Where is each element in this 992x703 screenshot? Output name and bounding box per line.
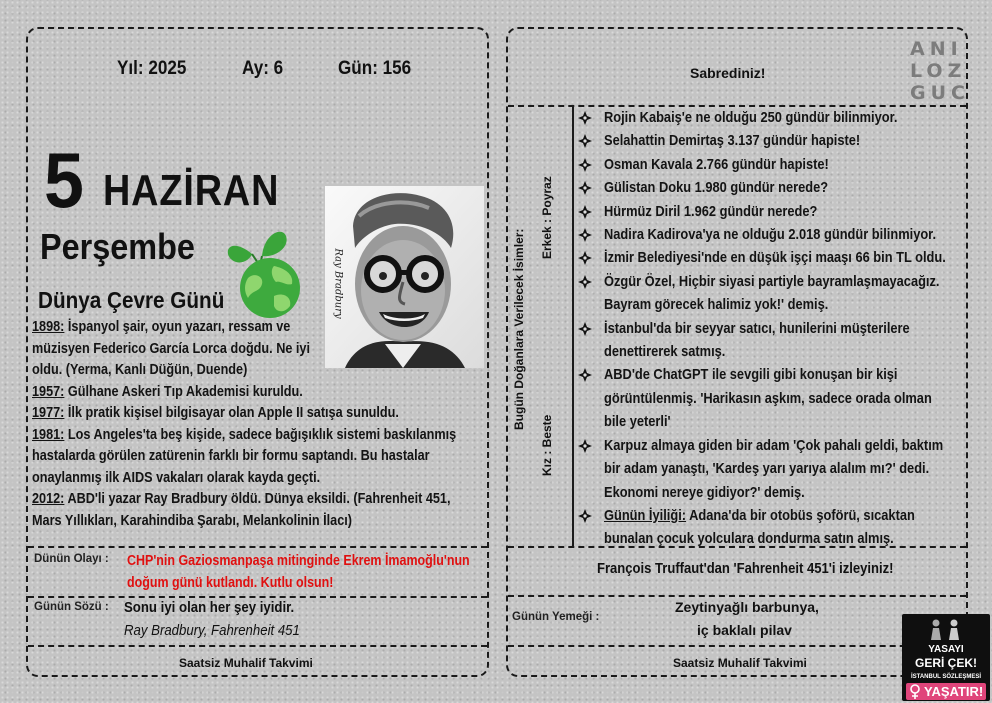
right-footer: Saatsiz Muhalif Takvimi — [673, 656, 807, 670]
news-item: Osman Kavala 2.766 gündür hapiste! — [574, 154, 966, 177]
diamond-bullet-icon — [578, 134, 592, 148]
news-item: Rojin Kabaiş'e ne olduğu 250 gündür bilinmiyor. — [574, 107, 966, 130]
left-footer: Saatsiz Muhalif Takvimi — [179, 656, 313, 670]
weekday: Perşembe — [40, 226, 195, 267]
diamond-bullet-icon — [578, 275, 592, 289]
news-item: İstanbul'da bir seyyar satıcı, hunilerini müşterilere denettirerek satmış. — [574, 318, 966, 365]
event-2012-line-1: 2012: ABD'li yazar Ray Bradbury öldü. Dünya eksildi. (Fahrenheit 451, — [32, 491, 451, 507]
diamond-bullet-icon — [578, 509, 592, 523]
film-recommendation: François Truffaut'dan 'Fahrenheit 451'i izleyiniz! — [597, 561, 894, 577]
history-events — [32, 317, 484, 532]
news-item: Özgür Özel, Hiçbir siyasi partiyle bayramlaşmayacağız. Bayram görecek halimiz yok!' demiş. — [574, 271, 966, 318]
venus-symbol-icon — [909, 684, 921, 699]
meal-line-2: iç baklalı pilav — [697, 622, 792, 638]
quote-author: Ray Bradbury, Fahrenheit 451 — [124, 622, 300, 639]
event-of-day-line-1: CHP'nin Gaziosmanpaşa mitinginde Ekrem İmamoğlu'nun — [127, 553, 470, 569]
girl-name: Kız : Beste — [540, 414, 554, 476]
banner-line-3: İSTANBUL SÖZLEŞMESİ — [910, 674, 982, 680]
silhouettes-icon — [926, 618, 966, 640]
news-item: Nadira Kadirova'ya ne olduğu 2.018 gündür bilinmiyor. — [574, 224, 966, 247]
event-2012-line-2: Mars Yıllıkları, Karahindiba Şarabı, Melankolinin İlacı) — [32, 512, 352, 529]
event-1898-line-3: oldu. (Yerma, Kanlı Düğün, Duende) — [32, 362, 248, 378]
year-label: Yıl: 2025 — [117, 58, 187, 79]
special-day: Dünya Çevre Günü — [38, 287, 225, 313]
news-item: Hürmüz Diril 1.962 gündür nerede? — [574, 201, 966, 224]
diamond-bullet-icon — [578, 111, 592, 125]
event-1898-line-1: 1898: İspanyol şair, oyun yazarı, ressam ve — [32, 319, 291, 335]
diamond-bullet-icon — [578, 322, 592, 336]
news-item: Gülistan Doku 1.980 gündür nerede? — [574, 177, 966, 200]
left-divider-3 — [28, 645, 487, 647]
logo-line-2: LOZ — [910, 60, 967, 82]
event-1981-line-2: hastalarda görülen zatürenin farklı bir formu saptandı. Bu hastalar — [32, 448, 430, 464]
event-1898-line-2: müzisyen Federico García Lorca doğdu. Ne iyi — [32, 340, 310, 357]
news-list — [574, 107, 966, 552]
quote-label: Günün Sözü : — [34, 601, 109, 613]
logo-line-1: ANI — [910, 38, 963, 60]
event-1981-line-1: 1981: Los Angeles'ta beş kişide, sadece bağışıklık sistemi baskılanmış — [32, 426, 457, 443]
news-item-goodness: Günün İyiliği: Adana'da bir otobüs şoförü, sıcaktan bunalan çocuk yolculara dondurma satın almış. — [574, 505, 966, 552]
month-name: HAZİRAN — [103, 166, 280, 215]
brand-logo — [910, 38, 970, 104]
event-1957: 1957: Gülhane Askeri Tıp Akademisi kuruldu. — [32, 383, 303, 400]
event-of-day-line-2: doğum günü kutlandı. Kutlu olsun! — [127, 575, 334, 591]
day-number: 5 — [44, 136, 84, 224]
logo-line-3: GUC — [910, 82, 970, 104]
banner-line-4: YAŞATIR! — [924, 684, 984, 699]
right-divider-3 — [508, 595, 966, 597]
diamond-bullet-icon — [578, 158, 592, 172]
event-of-day-label: Dünün Olayı : — [34, 553, 109, 565]
boy-name: Erkek : Poyraz — [540, 176, 554, 259]
meal-line-1: Zeytinyağlı barbunya, — [675, 599, 819, 615]
diamond-bullet-icon — [578, 181, 592, 195]
news-item: Karpuz almaya giden bir adam 'Çok pahalı geldi, baktım bir adam yanaştı, 'Kardeş yarı yarıya alalım mı?' dedi. Ekonomi nereye gidiyor?' demiş. — [574, 435, 966, 505]
earth-leaf-icon — [224, 226, 318, 322]
names-title: Bugün Doğanlara Verilecek İsimler: — [512, 228, 526, 430]
news-item: İzmir Belediyesi'nde en düşük işçi maaşı 66 bin TL oldu. — [574, 247, 966, 270]
diamond-bullet-icon — [578, 228, 592, 242]
left-divider-1 — [28, 546, 487, 548]
campaign-banner — [902, 614, 990, 701]
day-label: Gün: 156 — [338, 58, 412, 79]
diamond-bullet-icon — [578, 205, 592, 219]
diamond-bullet-icon — [578, 368, 592, 382]
banner-line-1: YASAYI — [928, 644, 964, 655]
quote-text: Sonu iyi olan her şey iyidir. — [124, 599, 295, 616]
photo-signature: Ray Bradbury — [332, 248, 344, 319]
banner-line-2: GERİ ÇEK! — [914, 656, 977, 670]
event-1981-line-3: onaylanmış ilk AIDS vakaları olarak kayda geçti. — [32, 469, 321, 486]
event-1977: 1977: İlk pratik kişisel bilgisayar olan Apple II satışa sunuldu. — [32, 405, 399, 421]
meal-label: Günün Yemeği : — [512, 611, 600, 623]
news-item: ABD'de ChatGPT ile sevgili gibi konuşan bir kişi görüntülenmiş. 'Harikasın aşkım, sadece orada olman bile yeterli' — [574, 364, 966, 434]
diamond-bullet-icon — [578, 251, 592, 265]
month-label: Ay: 6 — [242, 58, 284, 79]
diamond-bullet-icon — [578, 439, 592, 453]
news-item: Selahattin Demirtaş 3.137 gündür hapiste! — [574, 130, 966, 153]
top-message: Sabrediniz! — [690, 65, 766, 81]
right-divider-4 — [508, 645, 966, 647]
